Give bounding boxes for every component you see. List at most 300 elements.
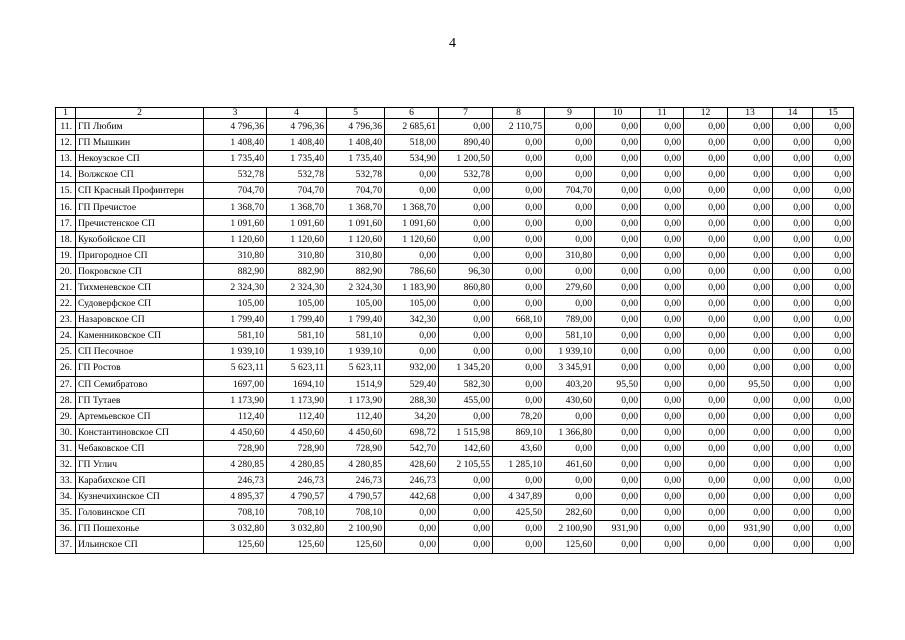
value-cell: 0,00: [641, 456, 684, 472]
table-row: [56, 247, 854, 263]
value-cell: 0,00: [641, 199, 684, 215]
value-cell: 668,10: [493, 312, 545, 328]
value-cell: 869,10: [493, 424, 545, 440]
value-cell: 4 895,37: [204, 489, 267, 505]
value-cell: 0,00: [439, 521, 493, 537]
value-cell: 142,60: [439, 440, 493, 456]
value-cell: 0,00: [773, 215, 813, 231]
value-cell: 0,00: [684, 199, 728, 215]
value-cell: 0,00: [595, 489, 641, 505]
table-header: [56, 108, 854, 119]
value-cell: 728,90: [327, 440, 385, 456]
value-cell: 0,00: [641, 215, 684, 231]
value-cell: 581,10: [204, 328, 267, 344]
table-row: [56, 312, 854, 328]
value-cell: 4 280,85: [267, 456, 327, 472]
value-cell: 0,00: [773, 119, 813, 135]
value-cell: 282,60: [545, 505, 595, 521]
settlement-name-cell: Чебаковское СП: [76, 440, 204, 456]
value-cell: 4 450,60: [267, 424, 327, 440]
value-cell: 0,00: [684, 360, 728, 376]
value-cell: 1 173,90: [267, 392, 327, 408]
table-row: [56, 328, 854, 344]
value-cell: 518,00: [385, 135, 439, 151]
table-row: [56, 167, 854, 183]
settlement-name-cell: ГП Ростов: [76, 360, 204, 376]
value-cell: 0,00: [684, 312, 728, 328]
value-cell: 704,70: [327, 183, 385, 199]
value-cell: 0,00: [728, 424, 773, 440]
value-cell: 105,00: [327, 296, 385, 312]
value-cell: 1 515,98: [439, 424, 493, 440]
value-cell: 0,00: [545, 440, 595, 456]
value-cell: 2 100,90: [545, 521, 595, 537]
value-cell: 1 939,10: [545, 344, 595, 360]
value-cell: 0,00: [728, 231, 773, 247]
value-cell: 0,00: [545, 135, 595, 151]
value-cell: 0,00: [684, 376, 728, 392]
table-row: [56, 183, 854, 199]
settlement-name-cell: Пречистенское СП: [76, 215, 204, 231]
value-cell: 78,20: [493, 408, 545, 424]
value-cell: 0,00: [641, 312, 684, 328]
value-cell: 2 685,61: [385, 119, 439, 135]
value-cell: 728,90: [204, 440, 267, 456]
value-cell: 105,00: [267, 296, 327, 312]
row-index-cell: 37.: [56, 537, 76, 553]
value-cell: 0,00: [641, 473, 684, 489]
value-cell: 0,00: [641, 392, 684, 408]
table-row: [56, 360, 854, 376]
value-cell: 0,00: [641, 328, 684, 344]
value-cell: 4 796,36: [267, 119, 327, 135]
value-cell: 0,00: [813, 119, 854, 135]
table-row: [56, 376, 854, 392]
value-cell: 0,00: [813, 231, 854, 247]
value-cell: 0,00: [641, 247, 684, 263]
value-cell: 0,00: [595, 312, 641, 328]
value-cell: 890,40: [439, 135, 493, 151]
value-cell: 0,00: [641, 183, 684, 199]
value-cell: 0,00: [773, 440, 813, 456]
table-row: [56, 456, 854, 472]
value-cell: 0,00: [545, 408, 595, 424]
settlement-name-cell: Карабихское СП: [76, 473, 204, 489]
settlement-name-cell: Константиновское СП: [76, 424, 204, 440]
settlement-name-cell: ГП Пошехонье: [76, 521, 204, 537]
value-cell: 3 032,80: [267, 521, 327, 537]
value-cell: 0,00: [595, 279, 641, 295]
value-cell: 105,00: [204, 296, 267, 312]
value-cell: 310,80: [327, 247, 385, 263]
value-cell: 0,00: [595, 119, 641, 135]
value-cell: 2 324,30: [267, 279, 327, 295]
value-cell: 0,00: [545, 296, 595, 312]
value-cell: 0,00: [813, 473, 854, 489]
column-header: 4: [267, 108, 327, 119]
value-cell: 0,00: [595, 199, 641, 215]
row-index-cell: 32.: [56, 456, 76, 472]
value-cell: 0,00: [813, 392, 854, 408]
value-cell: 704,70: [545, 183, 595, 199]
column-header: 7: [439, 108, 493, 119]
value-cell: 0,00: [439, 215, 493, 231]
value-cell: 0,00: [728, 199, 773, 215]
table-row: [56, 473, 854, 489]
value-cell: 1 799,40: [327, 312, 385, 328]
value-cell: 1 939,10: [204, 344, 267, 360]
value-cell: 0,00: [595, 328, 641, 344]
row-index-cell: 16.: [56, 199, 76, 215]
value-cell: 0,00: [439, 537, 493, 553]
value-cell: 1 120,60: [327, 231, 385, 247]
value-cell: 0,00: [773, 521, 813, 537]
value-cell: 0,00: [641, 263, 684, 279]
value-cell: 0,00: [813, 344, 854, 360]
value-cell: 1514,9: [327, 376, 385, 392]
column-header: 3: [204, 108, 267, 119]
value-cell: 0,00: [684, 279, 728, 295]
value-cell: 0,00: [813, 376, 854, 392]
value-cell: 0,00: [439, 408, 493, 424]
value-cell: 96,30: [439, 263, 493, 279]
value-cell: 0,00: [684, 215, 728, 231]
value-cell: 789,00: [545, 312, 595, 328]
value-cell: 0,00: [813, 408, 854, 424]
value-cell: 0,00: [641, 231, 684, 247]
value-cell: 0,00: [813, 183, 854, 199]
value-cell: 0,00: [728, 119, 773, 135]
value-cell: 0,00: [641, 135, 684, 151]
value-cell: 4 280,85: [327, 456, 385, 472]
value-cell: 0,00: [728, 135, 773, 151]
value-cell: 0,00: [595, 473, 641, 489]
value-cell: 0,00: [439, 344, 493, 360]
value-cell: 95,50: [595, 376, 641, 392]
value-cell: 534,90: [385, 151, 439, 167]
value-cell: 246,73: [267, 473, 327, 489]
value-cell: 1 408,40: [267, 135, 327, 151]
value-cell: 0,00: [684, 392, 728, 408]
row-index-cell: 19.: [56, 247, 76, 263]
value-cell: 1 091,60: [267, 215, 327, 231]
column-header: 6: [385, 108, 439, 119]
value-cell: 0,00: [493, 199, 545, 215]
value-cell: 1 091,60: [204, 215, 267, 231]
row-index-cell: 35.: [56, 505, 76, 521]
table-row: [56, 215, 854, 231]
value-cell: 1 120,60: [267, 231, 327, 247]
column-header: 5: [327, 108, 385, 119]
row-index-cell: 21.: [56, 279, 76, 295]
row-index-cell: 23.: [56, 312, 76, 328]
value-cell: 532,78: [439, 167, 493, 183]
value-cell: 0,00: [773, 135, 813, 151]
value-cell: 1 120,60: [204, 231, 267, 247]
value-cell: 0,00: [773, 424, 813, 440]
value-cell: 4 450,60: [327, 424, 385, 440]
row-index-cell: 31.: [56, 440, 76, 456]
value-cell: 0,00: [728, 537, 773, 553]
value-cell: 246,73: [204, 473, 267, 489]
value-cell: 0,00: [684, 521, 728, 537]
value-cell: 0,00: [773, 247, 813, 263]
table-row: [56, 135, 854, 151]
table-row: [56, 263, 854, 279]
value-cell: 310,80: [267, 247, 327, 263]
value-cell: 310,80: [204, 247, 267, 263]
row-index-cell: 36.: [56, 521, 76, 537]
value-cell: 428,60: [385, 456, 439, 472]
value-cell: 1 939,10: [327, 344, 385, 360]
row-index-cell: 13.: [56, 151, 76, 167]
table-row: [56, 231, 854, 247]
column-header: 9: [545, 108, 595, 119]
column-header: 10: [595, 108, 641, 119]
value-cell: 0,00: [684, 119, 728, 135]
value-cell: 0,00: [684, 505, 728, 521]
settlement-name-cell: Пригородное СП: [76, 247, 204, 263]
settlement-name-cell: Каменниковское СП: [76, 328, 204, 344]
value-cell: 4 796,36: [327, 119, 385, 135]
value-cell: 0,00: [684, 183, 728, 199]
value-cell: 0,00: [493, 263, 545, 279]
value-cell: 0,00: [684, 440, 728, 456]
value-cell: 0,00: [545, 231, 595, 247]
value-cell: 786,60: [385, 263, 439, 279]
value-cell: 704,70: [267, 183, 327, 199]
value-cell: 708,10: [267, 505, 327, 521]
settlement-name-cell: Кукобойское СП: [76, 231, 204, 247]
value-cell: 0,00: [728, 489, 773, 505]
value-cell: 0,00: [385, 344, 439, 360]
value-cell: 2 324,30: [327, 279, 385, 295]
value-cell: 0,00: [813, 167, 854, 183]
column-header: 1: [56, 108, 76, 119]
settlement-name-cell: Артемьевское СП: [76, 408, 204, 424]
value-cell: 0,00: [684, 296, 728, 312]
value-cell: 1 368,70: [385, 199, 439, 215]
value-cell: 1 173,90: [327, 392, 385, 408]
value-cell: 112,40: [204, 408, 267, 424]
row-index-cell: 20.: [56, 263, 76, 279]
value-cell: 0,00: [813, 215, 854, 231]
value-cell: 0,00: [813, 296, 854, 312]
value-cell: 0,00: [493, 360, 545, 376]
value-cell: 0,00: [595, 456, 641, 472]
value-cell: 1697,00: [204, 376, 267, 392]
value-cell: 5 623,11: [204, 360, 267, 376]
value-cell: 882,90: [267, 263, 327, 279]
value-cell: 4 790,57: [327, 489, 385, 505]
table-row: [56, 489, 854, 505]
row-index-cell: 26.: [56, 360, 76, 376]
value-cell: 34,20: [385, 408, 439, 424]
column-header: 13: [728, 108, 773, 119]
value-cell: 0,00: [773, 392, 813, 408]
value-cell: 1 799,40: [204, 312, 267, 328]
row-index-cell: 30.: [56, 424, 76, 440]
value-cell: 246,73: [385, 473, 439, 489]
settlement-name-cell: Кузнечихинское СП: [76, 489, 204, 505]
value-cell: 1 285,10: [493, 456, 545, 472]
value-cell: 0,00: [641, 424, 684, 440]
value-cell: 0,00: [493, 537, 545, 553]
value-cell: 4 450,60: [204, 424, 267, 440]
value-cell: 0,00: [641, 505, 684, 521]
value-cell: 0,00: [493, 247, 545, 263]
value-cell: 0,00: [493, 215, 545, 231]
value-cell: 0,00: [773, 505, 813, 521]
value-cell: 882,90: [204, 263, 267, 279]
table-row: [56, 279, 854, 295]
value-cell: 1 366,80: [545, 424, 595, 440]
value-cell: 0,00: [641, 279, 684, 295]
value-cell: 698,72: [385, 424, 439, 440]
settlement-name-cell: Назаровское СП: [76, 312, 204, 328]
value-cell: 2 100,90: [327, 521, 385, 537]
value-cell: 0,00: [641, 521, 684, 537]
row-index-cell: 14.: [56, 167, 76, 183]
value-cell: 0,00: [728, 408, 773, 424]
value-cell: 0,00: [728, 296, 773, 312]
value-cell: 2 324,30: [204, 279, 267, 295]
value-cell: 0,00: [385, 167, 439, 183]
row-index-cell: 27.: [56, 376, 76, 392]
value-cell: 0,00: [728, 328, 773, 344]
value-cell: 455,00: [439, 392, 493, 408]
settlement-name-cell: Тихменевское СП: [76, 279, 204, 295]
value-cell: 1 200,50: [439, 151, 493, 167]
value-cell: 0,00: [385, 247, 439, 263]
value-cell: 0,00: [684, 263, 728, 279]
value-cell: 3 032,80: [204, 521, 267, 537]
value-cell: 0,00: [493, 183, 545, 199]
value-cell: 1 368,70: [267, 199, 327, 215]
value-cell: 3 345,91: [545, 360, 595, 376]
table-row: [56, 408, 854, 424]
value-cell: 461,60: [545, 456, 595, 472]
value-cell: 0,00: [813, 424, 854, 440]
settlement-name-cell: ГП Тутаев: [76, 392, 204, 408]
value-cell: 4 790,57: [267, 489, 327, 505]
value-cell: 932,00: [385, 360, 439, 376]
value-cell: 0,00: [493, 279, 545, 295]
value-cell: 0,00: [641, 376, 684, 392]
value-cell: 0,00: [439, 312, 493, 328]
settlement-name-cell: ГП Пречистое: [76, 199, 204, 215]
value-cell: 0,00: [439, 328, 493, 344]
settlement-name-cell: ГП Углич: [76, 456, 204, 472]
value-cell: 0,00: [728, 167, 773, 183]
value-cell: 0,00: [684, 473, 728, 489]
value-cell: 0,00: [493, 231, 545, 247]
value-cell: 581,10: [545, 328, 595, 344]
value-cell: 0,00: [684, 489, 728, 505]
value-cell: 0,00: [813, 247, 854, 263]
value-cell: 529,40: [385, 376, 439, 392]
value-cell: 95,50: [728, 376, 773, 392]
value-cell: 125,60: [327, 537, 385, 553]
value-cell: 0,00: [595, 135, 641, 151]
settlement-name-cell: Головинское СП: [76, 505, 204, 521]
header-row: [56, 108, 854, 119]
value-cell: 0,00: [595, 263, 641, 279]
value-cell: 0,00: [641, 537, 684, 553]
value-cell: 0,00: [813, 151, 854, 167]
table-row: [56, 537, 854, 553]
value-cell: 0,00: [684, 408, 728, 424]
value-cell: 532,78: [204, 167, 267, 183]
value-cell: 0,00: [493, 521, 545, 537]
value-cell: 1 735,40: [327, 151, 385, 167]
value-cell: 704,70: [204, 183, 267, 199]
value-cell: 0,00: [773, 151, 813, 167]
value-cell: 708,10: [204, 505, 267, 521]
value-cell: 0,00: [728, 360, 773, 376]
value-cell: 0,00: [439, 489, 493, 505]
value-cell: 0,00: [493, 167, 545, 183]
column-header: 12: [684, 108, 728, 119]
value-cell: 0,00: [813, 279, 854, 295]
settlement-name-cell: ГП Любим: [76, 119, 204, 135]
column-header: 2: [76, 108, 204, 119]
table-row: [56, 119, 854, 135]
value-cell: 0,00: [493, 151, 545, 167]
value-cell: 0,00: [728, 440, 773, 456]
value-cell: 4 280,85: [204, 456, 267, 472]
value-cell: 0,00: [493, 344, 545, 360]
value-cell: 425,50: [493, 505, 545, 521]
value-cell: 1 183,90: [385, 279, 439, 295]
value-cell: 0,00: [684, 424, 728, 440]
value-cell: 1 939,10: [267, 344, 327, 360]
value-cell: 112,40: [327, 408, 385, 424]
value-cell: 0,00: [641, 167, 684, 183]
page-number: 4: [449, 36, 456, 51]
value-cell: 0,00: [684, 135, 728, 151]
value-cell: 1 091,60: [385, 215, 439, 231]
value-cell: 0,00: [728, 263, 773, 279]
value-cell: 0,00: [385, 183, 439, 199]
value-cell: 0,00: [684, 344, 728, 360]
value-cell: 0,00: [728, 505, 773, 521]
value-cell: 0,00: [385, 521, 439, 537]
value-cell: 0,00: [595, 296, 641, 312]
value-cell: 0,00: [773, 473, 813, 489]
value-cell: 0,00: [595, 151, 641, 167]
value-cell: 532,78: [267, 167, 327, 183]
value-cell: 0,00: [813, 537, 854, 553]
value-cell: 1 735,40: [204, 151, 267, 167]
value-cell: 0,00: [813, 505, 854, 521]
table-row: [56, 296, 854, 312]
value-cell: 0,00: [641, 489, 684, 505]
value-cell: 0,00: [641, 344, 684, 360]
table-row: [56, 199, 854, 215]
value-cell: 4 347,89: [493, 489, 545, 505]
value-cell: 0,00: [773, 296, 813, 312]
value-cell: 1 091,60: [327, 215, 385, 231]
value-cell: 1 345,20: [439, 360, 493, 376]
value-cell: 1 408,40: [204, 135, 267, 151]
value-cell: 0,00: [773, 344, 813, 360]
value-cell: 0,00: [641, 360, 684, 376]
value-cell: 43,60: [493, 440, 545, 456]
value-cell: 0,00: [813, 312, 854, 328]
value-cell: 0,00: [773, 199, 813, 215]
value-cell: 0,00: [813, 440, 854, 456]
